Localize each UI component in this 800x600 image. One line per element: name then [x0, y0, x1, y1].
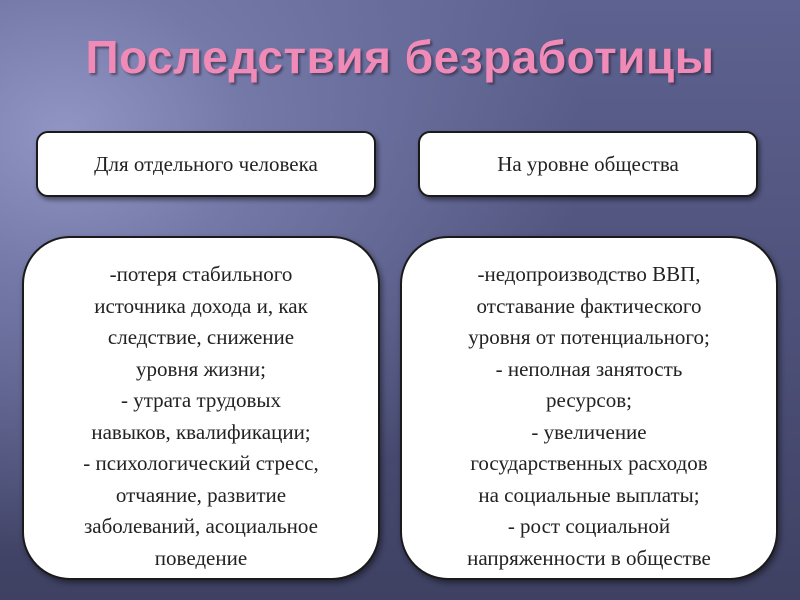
text-line: - психологический стресс,: [83, 451, 319, 475]
consequences-society-box: [400, 236, 778, 580]
text-line: - рост социальной: [507, 514, 671, 538]
text-line: источника дохода и, как: [94, 293, 308, 318]
column-heading-individual: Для отдельного человека: [36, 131, 376, 197]
slide-title: Последствия безработицы: [85, 31, 715, 83]
text-line: навыков, квалификации;: [91, 419, 311, 444]
text-line: -потеря стабильного: [109, 262, 293, 286]
column-heading-society: На уровне общества: [418, 131, 758, 197]
text-line: заболеваний, асоциальное: [84, 514, 318, 538]
text-line: - увеличение: [531, 419, 647, 444]
text-line: государственных расходов: [470, 451, 708, 475]
text-line: поведение: [154, 545, 248, 570]
text-line: на социальные выплаты;: [478, 482, 700, 507]
text-line: ресурсов;: [546, 388, 632, 412]
text-line: -недопроизводство ВВП,: [477, 262, 701, 286]
text-line: - утрата трудовых: [120, 388, 281, 412]
text-line: уровня от потенциального;: [468, 325, 710, 349]
text-line: - неполная занятость: [495, 356, 683, 381]
text-line: следствие, снижение: [107, 325, 295, 349]
text-line: отчаяние, развитие: [115, 482, 287, 507]
text-line: уровня жизни;: [136, 356, 266, 381]
text-line: напряженности в обществе: [467, 545, 711, 570]
text-line: отставание фактического: [476, 293, 702, 318]
consequences-individual-box: [22, 236, 380, 580]
